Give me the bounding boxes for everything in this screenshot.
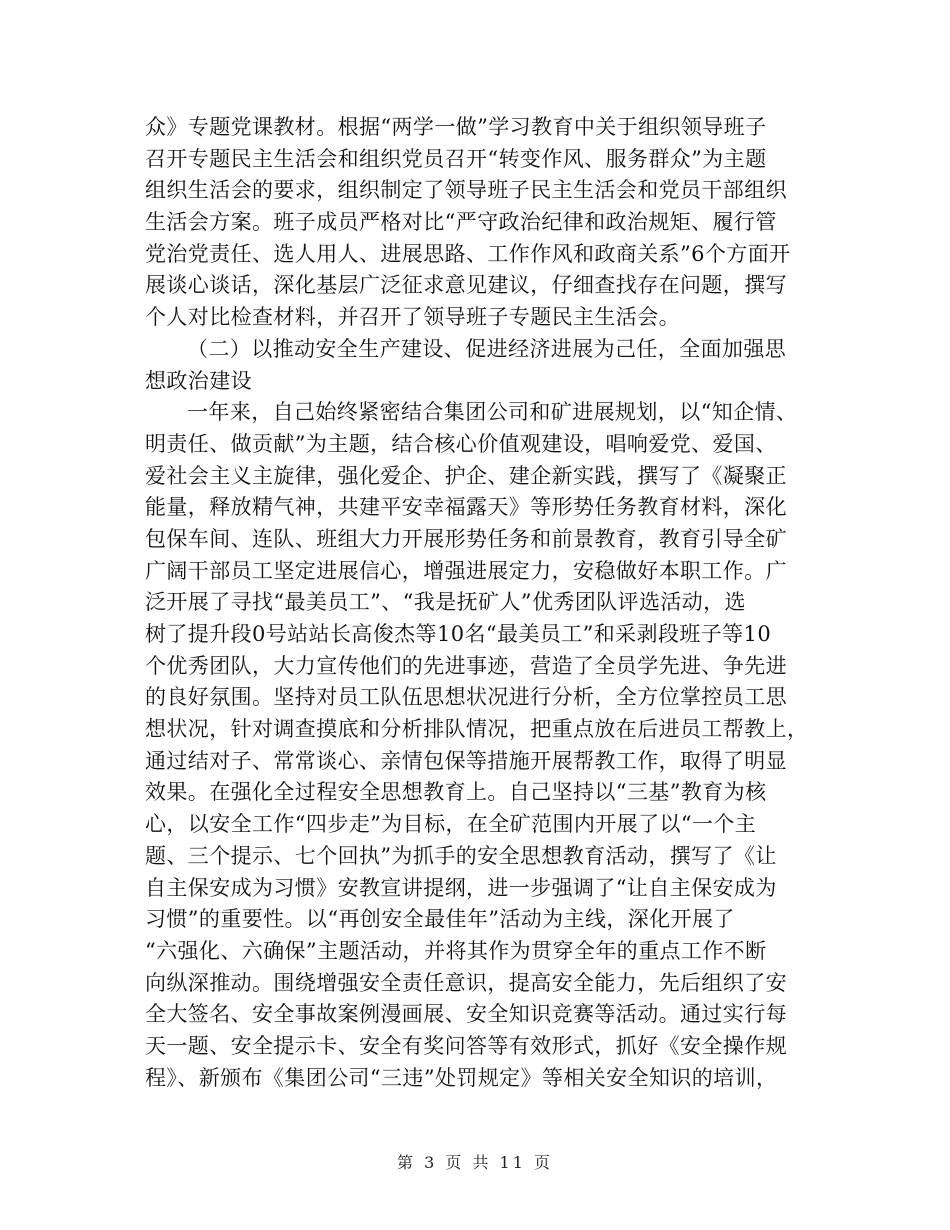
text-line: 爱社会主义主旋律，强化爱企、护企、建企新实践，撰写了《凝聚正 xyxy=(145,463,787,488)
text-line: 程》、新颁布《集团公司“三违”处罚规定》等相关安全知识的培训， xyxy=(145,1065,778,1090)
text-line: 组织生活会的要求，组织制定了领导班子民主生活会和党员干部组织 xyxy=(145,178,787,203)
section-heading-line: 想政治建设 xyxy=(145,368,252,393)
text-line: 众》专题党课教材。根据“两学一做”学习教育中关于组织领导班子 xyxy=(145,115,767,139)
text-line: 全大签名、安全事故案例漫画展、安全知识竞赛等活动。通过实行每 xyxy=(145,1002,787,1027)
text-line: 生活会方案。班子成员严格对比“严守政治纪律和政治规矩、履行管 xyxy=(145,210,777,235)
text-line: 的良好氛围。坚持对员工队伍思想状况进行分析，全方位掌控员工思 xyxy=(145,685,787,710)
text-line: 党治党责任、选人用人、进展思路、工作作风和政商关系”6个方面开 xyxy=(145,241,791,266)
section-heading-line: （二）以推动安全生产建设、促进经济进展为己任，全面加强思 xyxy=(187,336,787,361)
text-line: 心，以安全工作“四步走”为目标，在全矿范围内开展了以“一个主 xyxy=(145,812,757,837)
text-line: 题、三个提示、七个回执”为抓手的安全思想教育活动，撰写了《让 xyxy=(145,843,777,868)
text-line: 天一题、安全提示卡、安全有奖问答等有效形式，抓好《安全操作规 xyxy=(145,1033,787,1058)
text-line: 效果。在强化全过程安全思想教育上。自己坚持以“三基”教育为核 xyxy=(145,780,767,805)
text-line: 广阔干部员工坚定进展信心，增强进展定力，安稳做好本职工作。广 xyxy=(145,558,787,583)
text-line: 召开专题民主生活会和组织党员召开“转变作风、服务群众”为主题 xyxy=(145,146,767,171)
text-line: 个优秀团队，大力宣传他们的先进事迹，营造了全员学先进、争先进 xyxy=(145,653,787,678)
text-line: 树了提升段0号站站长高俊杰等10名“最美员工”和采剥段班子等10 xyxy=(145,622,772,646)
text-line: 通过结对子、常常谈心、亲情包保等措施开展帮教工作，取得了明显 xyxy=(145,748,787,773)
text-line: 向纵深推动。围绕增强安全责任意识，提高安全能力，先后组织了安 xyxy=(145,970,787,995)
text-line: 泛开展了寻找“最美员工”、“我是抚矿人”优秀团队评选活动，选 xyxy=(145,590,746,615)
text-line: 想状况，针对调查摸底和分析排队情况，把重点放在后进员工帮教上， xyxy=(145,717,809,742)
text-line: 明责任、做贡献”为主题，结合核心价值观建设，唱响爱党、爱国、 xyxy=(145,431,777,456)
text-line: “六强化、六确保”主题活动，并将其作为贯穿全年的重点工作不断 xyxy=(145,938,767,963)
text-line: 习惯”的重要性。以“再创安全最佳年”活动为主线，深化开展了 xyxy=(145,907,735,932)
text-line: 包保车间、连队、班组大力开展形势任务和前景教育，教育引导全矿 xyxy=(145,526,787,551)
text-line: 能量，释放精气神，共建平安幸福露天》等形势任务教育材料，深化 xyxy=(145,495,787,520)
text-line: 自主保安成为习惯》安教宣讲提纲，进一步强调了“让自主保安成为 xyxy=(145,875,777,900)
text-line: 个人对比检查材料，并召开了领导班子专题民主生活会。 xyxy=(145,305,680,330)
page-number-footer: 第 3 页 共 11 页 xyxy=(397,1153,553,1172)
body-text xyxy=(145,112,810,1094)
text-line: 展谈心谈话，深化基层广泛征求意见建议，仔细查找存在问题，撰写 xyxy=(145,273,787,298)
text-line: 一年来，自己始终紧密结合集团公司和矿进展规划，以“知企情、 xyxy=(187,400,798,425)
